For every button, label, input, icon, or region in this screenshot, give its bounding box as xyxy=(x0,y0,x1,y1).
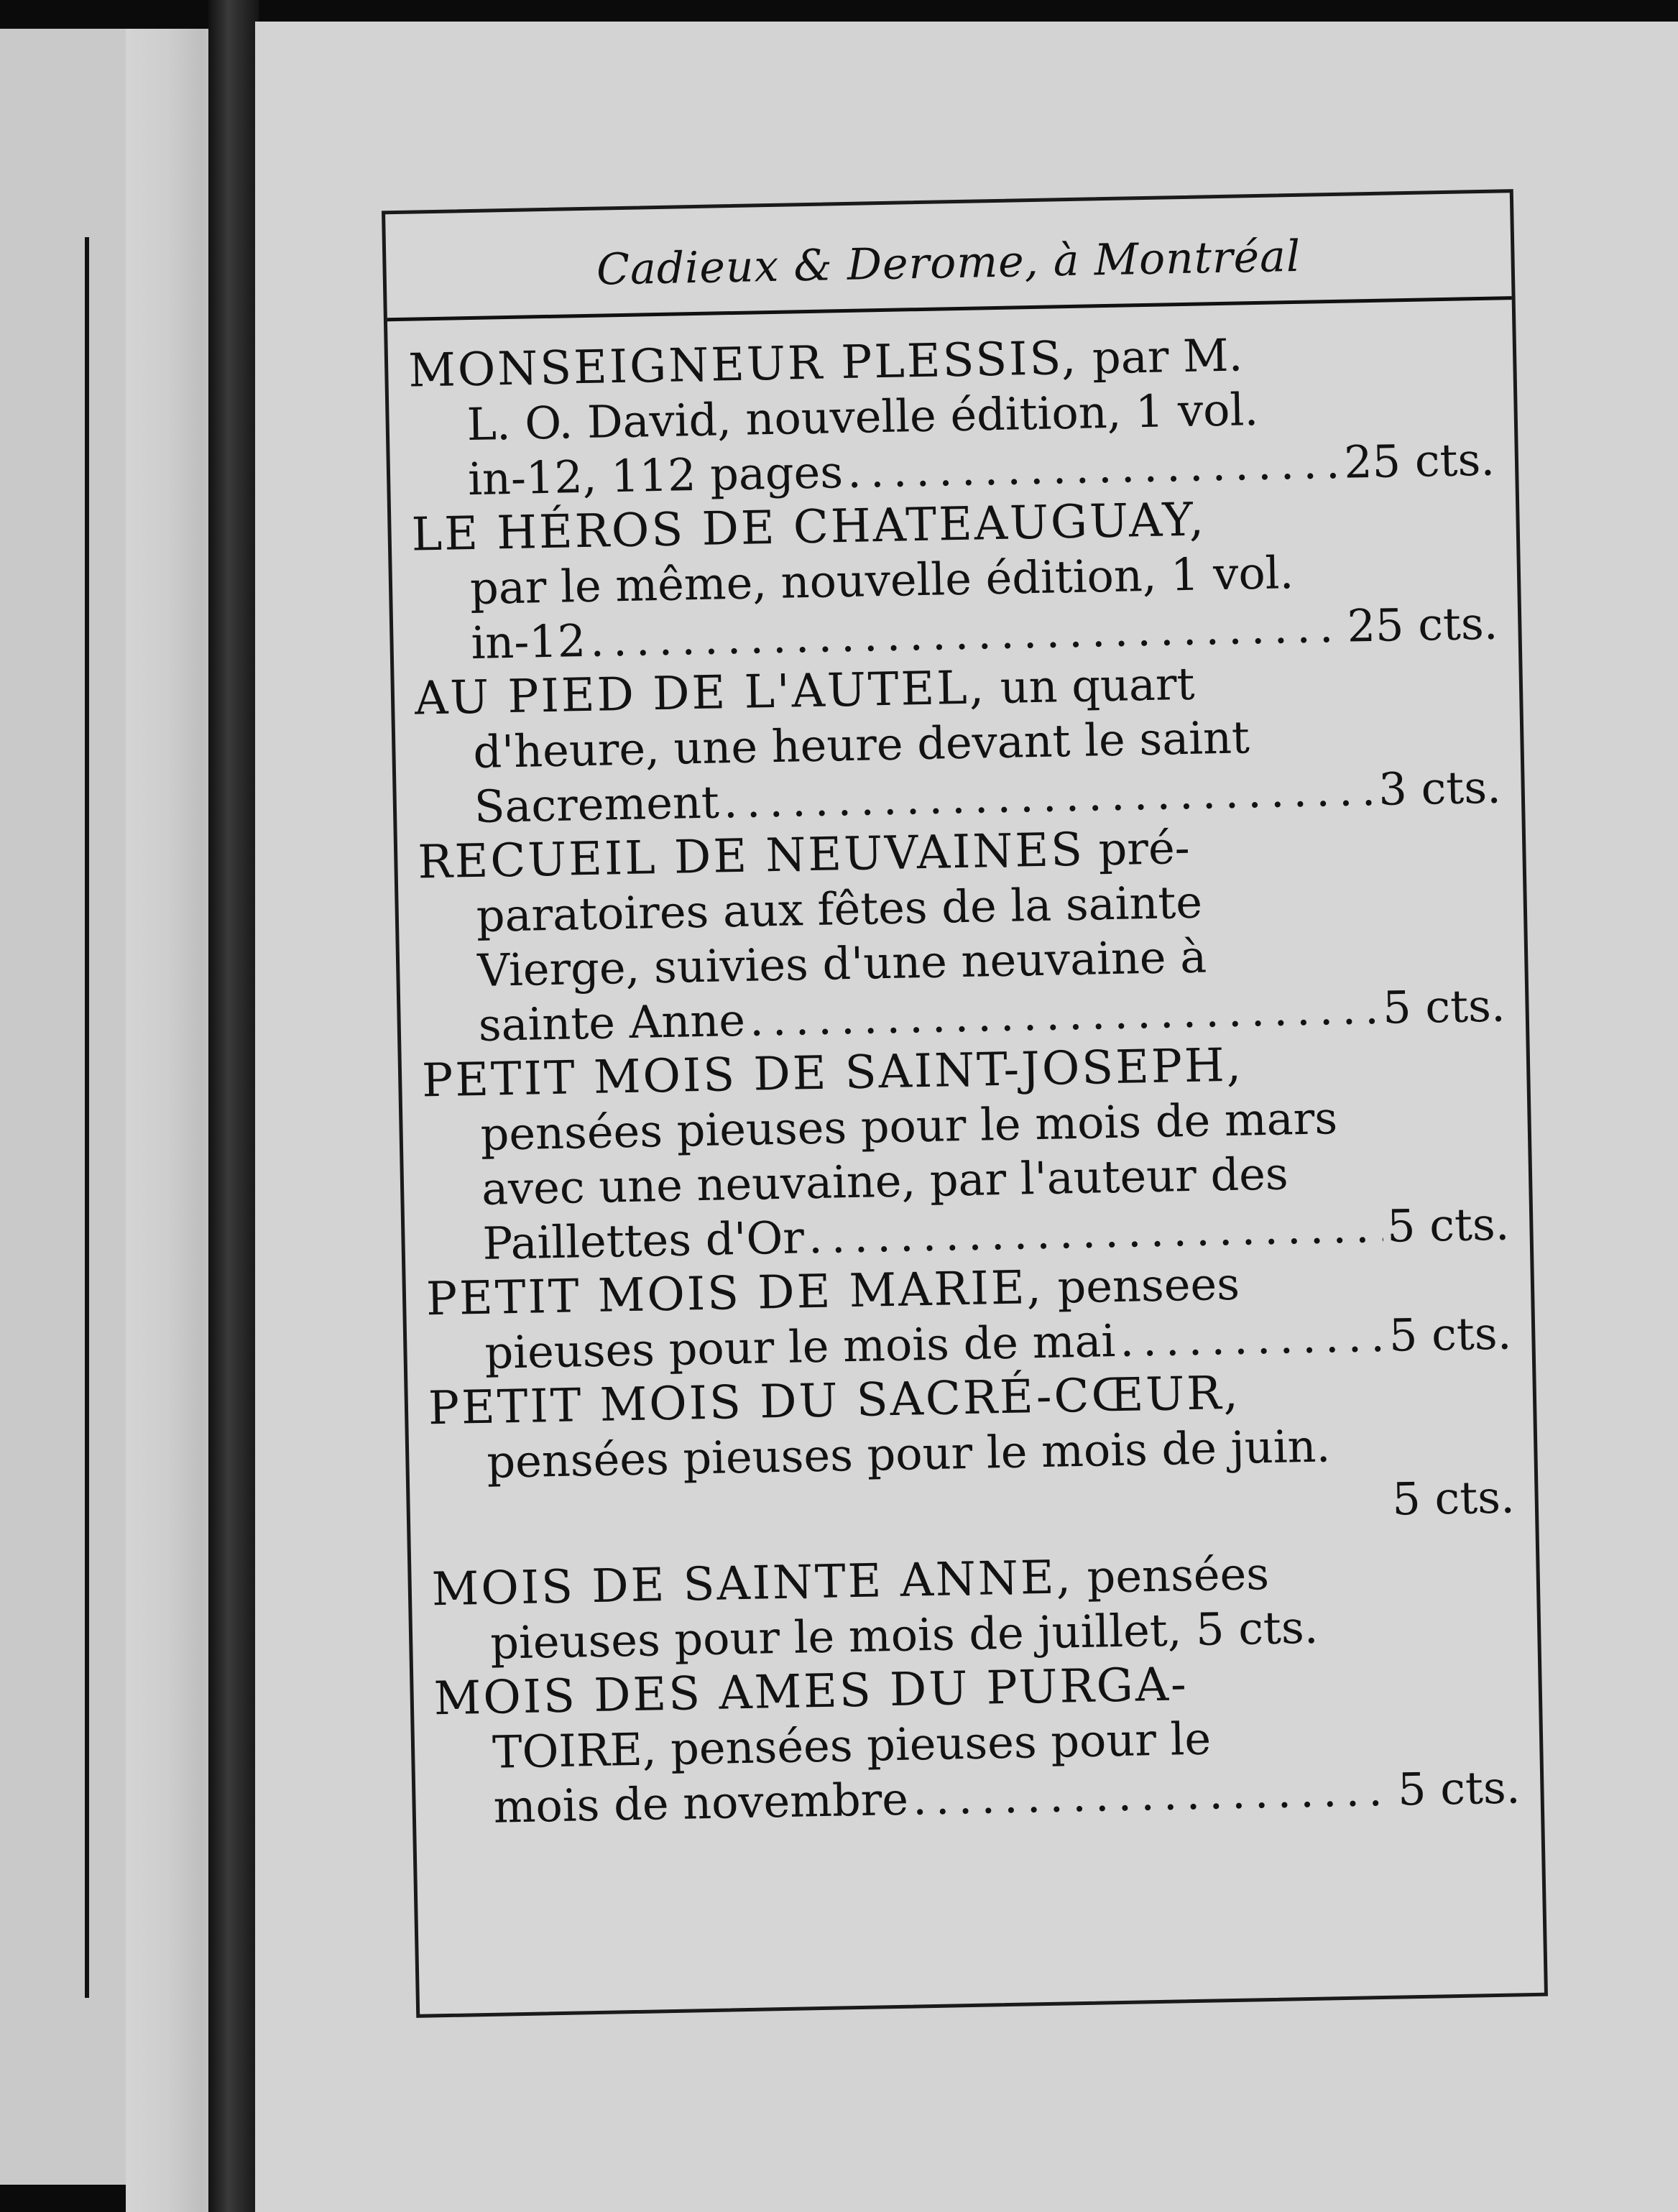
entry-title: AU PIED DE L'AUTEL, xyxy=(414,661,987,726)
catalog-entry xyxy=(408,323,1495,508)
entry-lead: in-12, 112 pages xyxy=(467,446,844,506)
facing-page-border xyxy=(85,237,89,1998)
entry-title: MOIS DE SAINTE ANNE, xyxy=(431,1551,1074,1617)
catalog-entry xyxy=(422,1033,1511,1273)
entry-lead: pieuses pour le mois de mai xyxy=(484,1314,1116,1379)
entry-title-rest: pré- xyxy=(1097,821,1191,876)
catalog-entry xyxy=(414,651,1501,836)
entry-lead: mois de novembre xyxy=(492,1772,909,1833)
entry-title: PETIT MOIS DE MARIE, xyxy=(425,1261,1044,1327)
entry-title-rest: par M. xyxy=(1092,328,1243,384)
entry-title: MONSEIGNEUR PLESSIS, xyxy=(407,331,1079,398)
entry-price: 5 cts. xyxy=(1382,979,1506,1034)
leader-dots xyxy=(808,1199,1383,1265)
leader-dots xyxy=(1119,1309,1385,1368)
advertisement-frame xyxy=(382,189,1548,2018)
catalog-entry xyxy=(411,487,1498,672)
entry-title: PETIT MOIS DU SACRÉ-CŒUR, xyxy=(428,1366,1241,1436)
entry-line: pensées pieuses pour le mois de mars xyxy=(479,1092,1338,1161)
entry-title: MOIS DES AMES DU PURGA- xyxy=(433,1658,1189,1726)
entry-price: 25 cts. xyxy=(1343,433,1495,489)
book-spine xyxy=(208,0,259,2212)
entry-line: Vierge, suivies d'une neuvaine à xyxy=(476,930,1207,997)
entry-title-rest: un quart xyxy=(1000,657,1196,714)
facing-page-edge xyxy=(0,29,139,2185)
entry-title: RECUEIL DE NEUVAINES xyxy=(417,823,1085,890)
entry-title-rest: pensées xyxy=(1086,1547,1270,1603)
entry-price: 5 cts. xyxy=(1388,1307,1512,1362)
entry-line: d'heure, une heure devant le saint xyxy=(472,711,1250,779)
catalog-entry xyxy=(428,1360,1515,1545)
entry-line: L. O. David, nouvelle édition, 1 vol. xyxy=(466,382,1259,451)
catalog-entry xyxy=(431,1542,1518,1672)
header-rule xyxy=(387,296,1512,321)
entry-lead: Sacrement xyxy=(474,775,720,834)
entry-price: 5 cts. xyxy=(1386,1197,1511,1253)
entry-price: 5 cts. xyxy=(1397,1761,1521,1816)
entry-title-rest: pensees xyxy=(1056,1257,1240,1314)
leader-dots xyxy=(847,436,1340,499)
entry-title: PETIT MOIS DE SAINT-JOSEPH, xyxy=(421,1038,1244,1108)
catalog-entry xyxy=(418,815,1506,1054)
catalog-entry xyxy=(425,1251,1512,1381)
catalog-entry xyxy=(433,1651,1521,1835)
entry-line: par le même, nouvelle édition, 1 vol. xyxy=(469,546,1294,615)
entry-price: 3 cts. xyxy=(1378,760,1502,816)
leader-dots xyxy=(912,1763,1394,1827)
entry-price: 25 cts. xyxy=(1346,596,1499,653)
entry-line: paratoires aux fêtes de la sainte xyxy=(476,875,1203,942)
entry-line: pieuses pour le mois de juillet, 5 cts. xyxy=(489,1600,1319,1669)
entry-lead: sainte Anne xyxy=(478,993,746,1051)
entry-line: pensées pieuses pour le mois de juin. xyxy=(486,1419,1331,1488)
publisher-header: Cadieux & Derome, à Montréal xyxy=(596,231,1301,295)
entry-lead: in-12 xyxy=(470,614,586,670)
entry-lead: Paillettes d'Or xyxy=(481,1211,805,1270)
entry-title: LE HÉROS DE CHATEAUGUAY, xyxy=(410,493,1207,562)
entry-line: TOIRE, pensées pieuses pour le xyxy=(492,1712,1212,1779)
entry-line: avec une neuvaine, par l'auteur des xyxy=(481,1147,1289,1215)
entry-price: 5 cts. xyxy=(1391,1470,1516,1526)
